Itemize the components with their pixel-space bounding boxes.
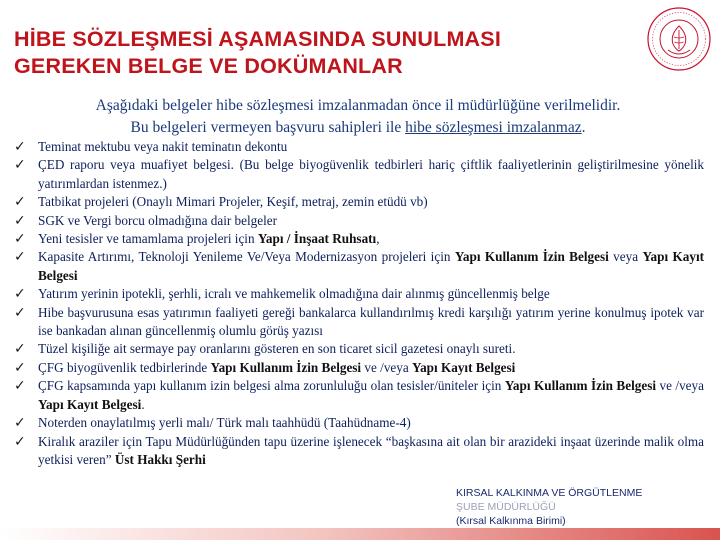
item-bold-text: Yapı Kayıt Belgesi [38, 249, 705, 283]
item-bold-text: Yapı Kullanım İzin Belgesi [504, 378, 656, 394]
item-bold-text: Yapı / İnşaat Ruhsatı [257, 231, 377, 247]
checkmark-icon: ✓ [14, 286, 26, 303]
item-text: Hibe başvurusuna esas yatırımın faaliyeti gereği bankalarca kullandırılmış kredi karşılığı yatırım yerine konulmuş ipotek var ise bankadan alınan güncellenmiş olumlu görüş yazısı [38, 304, 704, 339]
item-text: Kapasite Artırımı, Teknoloji Yenileme Ve/Veya Modernizasyon projeleri için [38, 249, 455, 265]
list-item [14, 230, 704, 248]
item-text: SGK ve Vergi borcu olmadığına dair belgeler [38, 212, 278, 228]
title-line-1: HİBE SÖZLEŞMESİ AŞAMASINDA SUNULMASI [14, 27, 501, 51]
item-text: Tüzel kişiliğe ait sermaye pay oranlarını gösteren en son ticaret sicil gazetesi onaylı sureti. [38, 341, 516, 357]
list-item [14, 285, 704, 303]
list-item [14, 138, 704, 156]
item-text: . [141, 396, 145, 412]
item-text: Yeni tesisler ve tamamlama projeleri için [38, 231, 258, 247]
checkmark-icon: ✓ [14, 139, 26, 155]
item-text: , [376, 231, 380, 247]
intro-text [20, 95, 696, 139]
list-item [14, 304, 704, 341]
checkmark-icon: ✓ [14, 157, 26, 174]
item-bold-text: Yapı Kullanım İzin Belgesi [210, 359, 362, 375]
title-line-2: GEREKEN BELGE VE DOKÜMANLAR [14, 54, 403, 78]
item-text: Teminat mektubu veya nakit teminatın dekontu [38, 139, 288, 154]
page-title [14, 26, 614, 80]
intro-line-2a: Bu belgeleri vermeyen başvuru sahipleri ile [130, 119, 406, 136]
document-checklist [14, 138, 704, 469]
item-bold-text: Yapı Kullanım İzin Belgesi [454, 249, 609, 265]
checkmark-icon: ✓ [14, 231, 26, 248]
footer-line-1: KIRSAL KALKINMA VE ÖRGÜTLENME [456, 487, 643, 499]
intro-line-2c: . [581, 119, 586, 136]
checkmark-icon: ✓ [14, 212, 26, 229]
checkmark-icon: ✓ [14, 304, 26, 321]
list-item [14, 414, 704, 432]
item-text: Kiralık araziler için Tapu Müdürlüğünden tapu üzerine işlenecek “başkasına ait olan bir arazideki inşaat üzerinde malik olma yetkisi veren” [38, 433, 704, 467]
item-text: ve /veya [656, 378, 704, 394]
list-item [14, 156, 704, 193]
ministry-emblem-icon [646, 6, 712, 72]
list-item [14, 248, 704, 285]
list-item [14, 377, 704, 414]
item-text: veya [608, 249, 643, 265]
checkmark-icon: ✓ [14, 194, 26, 211]
footer-line-2: ŞUBE MÜDÜRLÜĞÜ [456, 501, 556, 513]
item-text: ve /veya [361, 359, 413, 375]
list-item [14, 433, 704, 470]
list-item [14, 340, 704, 358]
checkmark-icon: ✓ [14, 415, 26, 432]
footer-line-3: (Kırsal Kalkınma Birimi) [456, 515, 566, 527]
item-text: ÇFG biyogüvenlik tedbirlerinde [38, 359, 211, 375]
checkmark-icon: ✓ [14, 359, 26, 376]
list-item [14, 212, 704, 230]
item-text: Yatırım yerinin ipotekli, şerhli, icralı ve mahkemelik olmadığına dair alınmış güncellenmiş belge [38, 286, 550, 302]
item-text: Tatbikat projeleri (Onaylı Mimari Projeler, Keşif, metraj, zemin etüdü vb) [38, 194, 428, 210]
list-item [14, 359, 704, 377]
item-bold-text: Yapı Kayıt Belgesi [412, 359, 516, 375]
item-bold-text: Üst Hakkı Şerhi [114, 451, 206, 467]
checkmark-icon: ✓ [14, 249, 26, 266]
item-text: Noterden onaylatılmış yerli malı/ Türk malı taahhüdü (Taahüdname-4) [38, 415, 411, 431]
list-item [14, 193, 704, 211]
intro-underlined-phrase: hibe sözleşmesi imzalanmaz [405, 119, 582, 136]
checkmark-icon: ✓ [14, 341, 26, 358]
intro-line-1: Aşağıdaki belgeler hibe sözleşmesi imzalanmadan önce il müdürlüğüne verilmelidir. [95, 97, 621, 114]
department-footer [456, 486, 706, 528]
item-bold-text: Yapı Kayıt Belgesi [38, 396, 142, 412]
item-text: ÇED raporu veya muafiyet belgesi. (Bu belge biyogüvenlik tedbirleri hariç çiftlik faaliyetlerinin geliştirilmesine yönelik yatırımlardan istenmez.) [38, 157, 704, 191]
checkmark-icon: ✓ [14, 378, 26, 395]
checkmark-icon: ✓ [14, 433, 26, 450]
item-text: ÇFG kapsamında yapı kullanım izin belgesi alma zorunluluğu olan tesisler/üniteler için [38, 378, 505, 394]
bottom-accent-bar [0, 528, 720, 540]
